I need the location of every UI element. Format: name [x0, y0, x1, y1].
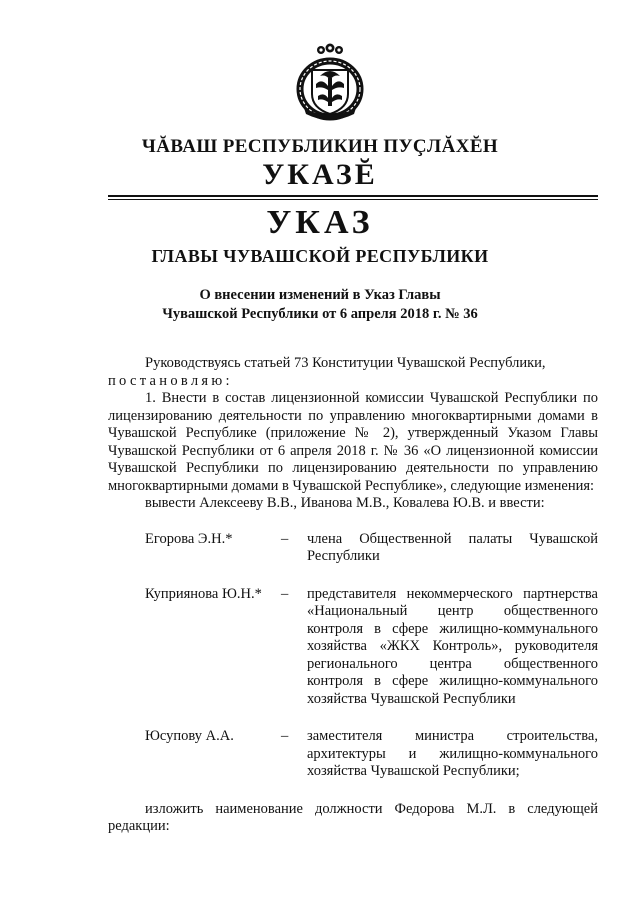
member-row: [108, 728, 598, 781]
decree-body: [108, 355, 598, 836]
member-dash: –: [281, 585, 289, 602]
member-name: Егорова Э.Н.*: [145, 530, 233, 547]
chuvash-ukaze-heading: УКАЗĔ: [262, 158, 378, 191]
closing-paragraph: изложить наименование должности Федорова М.Л. в следующей редакции:: [108, 800, 598, 834]
decree-title-line1: О внесении изменений в Указ Главы: [199, 287, 441, 303]
chuvash-header-line: ЧĂВАШ РЕСПУБЛИКИН ПУÇЛĂХĔН: [141, 136, 499, 157]
change-line: вывести Алексееву В.В., Иванова М.В., Ковалева Ю.В. и ввести:: [145, 495, 545, 511]
chuvashia-emblem: [290, 42, 370, 122]
postanovlyayu: постановляю:: [108, 372, 233, 389]
decree-title: [120, 286, 520, 324]
item-1: 1. Внести в состав лицензионной комиссии Чувашской Республики по лицензированию деятельности по управлению многоквартирными домами в Чувашской Республике (приложение № 2), утвержденный Указом Главы Чувашской Республики от 6 апреля 2018 г. № 36 «О лицензионной комиссии Чувашской Республики по лицензированию деятельности по управлению многоквартирными домами в Чувашской Республике», следующие изменения:: [108, 390, 598, 494]
member-row: [108, 531, 598, 566]
member-role: заместителя министра строительства, архитектуры и жилищно-коммунального хозяйства Чувашской Республики;: [307, 728, 598, 779]
preamble: Руководствуясь статьей 73 Конституции Чувашской Республики,: [145, 355, 546, 371]
glavy-heading: ГЛАВЫ ЧУВАШСКОЙ РЕСПУБЛИКИ: [151, 246, 489, 266]
member-name: Куприянова Ю.Н.*: [145, 585, 262, 602]
header-rule-thick: [108, 195, 598, 197]
decree-title-line2: Чувашской Республики от 6 апреля 2018 г. № 36: [162, 306, 478, 322]
member-name: Юсупову А.А.: [145, 728, 234, 744]
member-role: члена Общественной палаты Чувашской Республики: [307, 530, 598, 564]
member-dash: –: [281, 530, 289, 547]
member-dash: –: [281, 728, 289, 744]
ukaz-heading: УКАЗ: [266, 204, 374, 241]
member-role: представителя некоммерческого партнерства «Национальный центр общественного контроля в сфере жилищно-коммунального хозяйства «ЖКХ Контроль», руководителя регионального центра общественного контроля в сфере жилищно-коммунального хозяйства Чувашской Республики: [307, 585, 598, 707]
header-rule-thin: [108, 199, 598, 200]
member-row: [108, 586, 598, 709]
